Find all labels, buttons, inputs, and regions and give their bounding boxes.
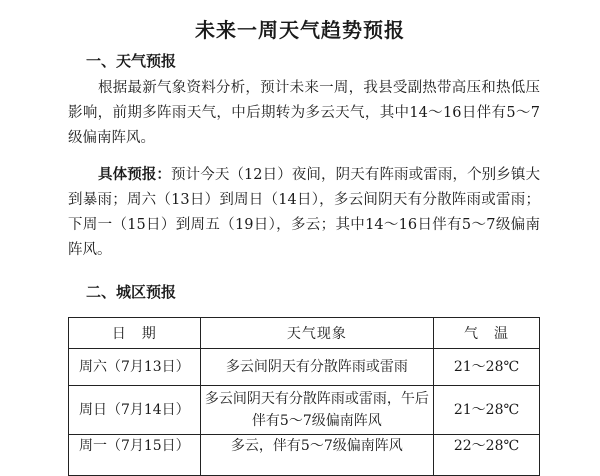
row-weather: 多云间阴天有分散阵雨或雷雨 — [200, 349, 433, 386]
row-temperature: 21～28℃ — [434, 386, 540, 435]
row-weather: 多云间阴天有分散阵雨或雷雨，午后伴有5～7级偏南阵风 — [200, 386, 433, 435]
paragraph-overview: 根据最新气象资料分析，预计未来一周，我县受副热带高压和热低压影响，前期多阵雨天气，中后期转为多云天气，其中14～16日伴有5～7级偏南阵风。 — [68, 80, 540, 146]
paragraph-detailed-forecast — [68, 162, 540, 263]
row-date: 周日（7月14日） — [69, 386, 201, 435]
row-weather: 多云，伴有5～7级偏南阵风 — [200, 435, 433, 476]
header-date: 日 期 — [69, 318, 201, 349]
table-row — [69, 386, 540, 435]
table-row — [69, 349, 540, 386]
header-weather: 天气现象 — [200, 318, 433, 349]
detailed-forecast-body: 预计今天（12日）夜间，阴天有阵雨或雷雨，个别乡镇大到暴雨；周六（13日）到周日（14日），多云间阴天有分散阵雨或雷雨；下周一（15日）到周五（19日），多云；其中14～16日伴有5～7级偏南阵风。 — [68, 167, 541, 258]
page-title: 未来一周天气趋势预报 — [195, 18, 405, 42]
section-heading-weather-forecast: 一、天气预报 — [86, 52, 177, 70]
row-date: 周一（7月15日） — [69, 435, 201, 476]
row-date: 周六（7月13日） — [69, 349, 201, 386]
city-forecast-table — [68, 317, 540, 476]
row-temperature: 22～28℃ — [434, 435, 540, 476]
table-header-row — [69, 318, 540, 349]
row-temperature: 21～28℃ — [434, 349, 540, 386]
header-temperature: 气 温 — [434, 318, 540, 349]
section-heading-city-forecast: 二、城区预报 — [86, 283, 177, 301]
detailed-forecast-lead: 具体预报： — [98, 166, 172, 183]
table-row — [69, 435, 540, 476]
